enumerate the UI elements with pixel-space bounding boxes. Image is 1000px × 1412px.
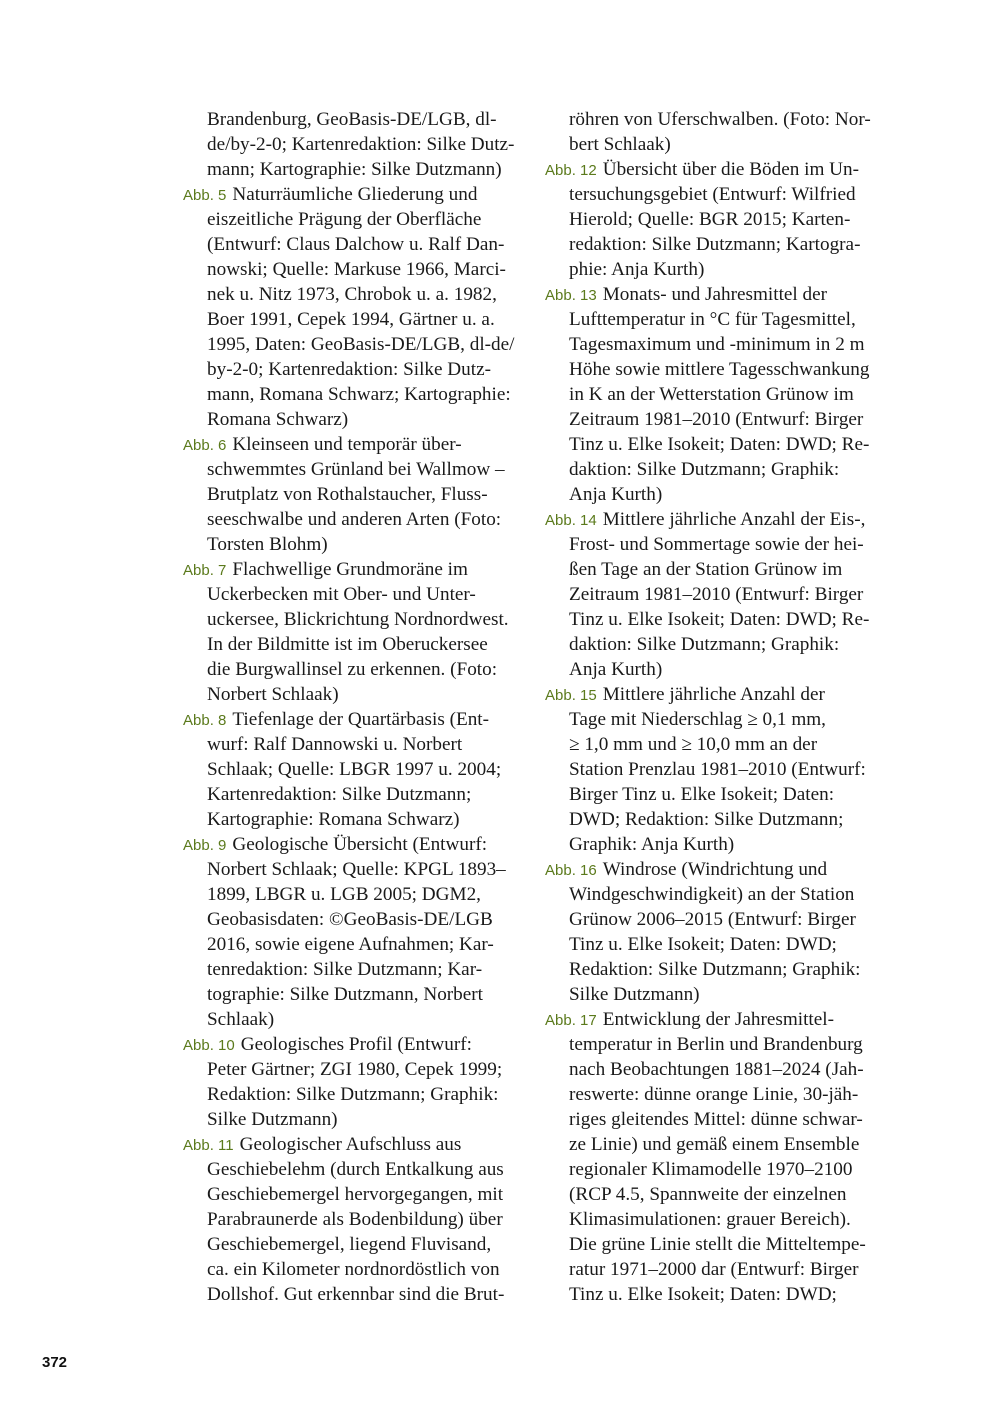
caption-line: Schlaak; Quelle: LBGR 1997 u. 2004; [207,759,502,780]
figure-label: Abb. 8 [183,712,227,729]
caption-text: Naturräumliche Gliederung und [232,184,478,205]
caption-line: Anja Kurth) [569,659,663,680]
caption-line: die Burgwallinsel zu erkennen. (Foto: [207,659,498,680]
caption-line: Tinz u. Elke Isokeit; Daten: DWD; Re- [569,609,870,630]
page-number: 372 [42,1354,68,1371]
caption-line: Peter Gärtner; ZGI 1980, Cepek 1999; [207,1059,503,1080]
caption-line: Station Prenzlau 1981–2010 (Entwurf: [569,759,866,780]
caption-line: in K an der Wetterstation Grünow im [569,384,854,405]
caption-entry-first-line [183,707,523,732]
caption-line: 1995, Daten: GeoBasis-DE/LGB, dl-de/ [207,334,515,355]
caption-line: Romana Schwarz) [207,409,349,430]
caption-line: Geschiebemergel hervorgegangen, mit [207,1184,504,1205]
caption-text: Kleinseen und temporär über- [232,434,462,455]
figure-label: Abb. 17 [545,1012,597,1029]
caption-line: ≥ 1,0 mm und ≥ 10,0 mm an der [569,734,818,755]
caption-text: Mittlere jährliche Anzahl der Eis-, [602,509,866,530]
caption-line: ca. ein Kilometer nordnordöstlich von [207,1259,500,1280]
caption-line: wurf: Ralf Dannowski u. Norbert [207,734,463,755]
caption-line: Kartographie: Romana Schwarz) [207,809,460,830]
figure-label: Abb. 9 [183,837,227,854]
caption-line: eiszeitliche Prägung der Oberfläche [207,209,482,230]
caption-line: Dollshof. Gut erkennbar sind die Brut- [207,1284,505,1305]
caption-text: Geologisches Profil (Entwurf: [240,1034,472,1055]
caption-line: Graphik: Anja Kurth) [569,834,735,855]
caption-line: Uckerbecken mit Ober- und Unter- [207,584,476,605]
caption-line: Parabraunerde als Bodenbildung) über [207,1209,503,1230]
caption-line: Redaktion: Silke Dutzmann; Graphik: [569,959,861,980]
caption-line: Kartenredaktion: Silke Dutzmann; [207,784,472,805]
caption-line: Silke Dutzmann) [569,984,700,1005]
caption-line: Norbert Schlaak; Quelle: KPGL 1893– [207,859,506,880]
caption-line: Redaktion: Silke Dutzmann; Graphik: [207,1084,499,1105]
caption-entry-first-line [183,432,523,457]
caption-entry-first-line [545,1007,885,1032]
figure-label: Abb. 10 [183,1037,235,1054]
caption-line: Birger Tinz u. Elke Isokeit; Daten: [569,784,835,805]
caption-entry-first-line [183,557,523,582]
caption-line: DWD; Redaktion: Silke Dutzmann; [569,809,844,830]
caption-entry-first-line [183,1132,523,1157]
caption-continuation-line: röhren von Uferschwalben. (Foto: Nor- [569,109,871,130]
caption-line: Windgeschwindigkeit) an der Station [569,884,855,905]
caption-continuation-line: mann; Kartographie: Silke Dutzmann) [207,159,502,180]
figure-label: Abb. 7 [183,562,227,579]
caption-entry-first-line [545,157,885,182]
caption-line: temperatur in Berlin und Brandenburg [569,1034,863,1055]
caption-line: Zeitraum 1981–2010 (Entwurf: Birger [569,584,864,605]
caption-text: Geologische Übersicht (Entwurf: [232,834,488,855]
caption-line: In der Bildmitte ist im Oberuckersee [207,634,488,655]
caption-line: tersuchungsgebiet (Entwurf: Wilfried [569,184,856,205]
caption-text: Übersicht über die Böden im Un- [602,159,860,180]
left-column [183,107,523,1307]
figure-label: Abb. 15 [545,687,597,704]
caption-line: Höhe sowie mittlere Tagesschwankung [569,359,870,380]
caption-line: seeschwalbe und anderen Arten (Foto: [207,509,502,530]
caption-line: tographie: Silke Dutzmann, Norbert [207,984,484,1005]
caption-line: regionaler Klimamodelle 1970–2100 [569,1159,853,1180]
caption-line: Boer 1991, Cepek 1994, Gärtner u. a. [207,309,495,330]
caption-continuation-line: de/by-2-0; Kartenredaktion: Silke Dutz- [207,134,515,155]
caption-line: Geschiebemergel, liegend Fluvisand, [207,1234,492,1255]
figure-label: Abb. 11 [183,1137,234,1154]
caption-line: redaktion: Silke Dutzmann; Kartogra- [569,234,861,255]
caption-line: (Entwurf: Claus Dalchow u. Ralf Dan- [207,234,505,255]
figure-label: Abb. 16 [545,862,597,879]
caption-line: Tinz u. Elke Isokeit; Daten: DWD; Re- [569,434,870,455]
caption-line: Klimasimulationen: grauer Bereich). [569,1209,851,1230]
caption-line: Schlaak) [207,1009,275,1030]
caption-line: nach Beobachtungen 1881–2024 (Jah- [569,1059,864,1080]
figure-label: Abb. 14 [545,512,597,529]
caption-text: Entwicklung der Jahresmittel- [602,1009,834,1030]
caption-text: Monats- und Jahresmittel der [602,284,828,305]
caption-line: Anja Kurth) [569,484,663,505]
caption-line: 2016, sowie eigene Aufnahmen; Kar- [207,934,494,955]
caption-line: 1899, LBGR u. LGB 2005; DGM2, [207,884,481,905]
caption-entry-first-line [183,182,523,207]
caption-entry-first-line [183,832,523,857]
caption-entry-first-line [545,282,885,307]
caption-line: Tinz u. Elke Isokeit; Daten: DWD; [569,934,837,955]
caption-line: Tagesmaximum und -minimum in 2 m [569,334,865,355]
caption-entry-first-line [183,1032,523,1057]
caption-line: Torsten Blohm) [207,534,328,555]
caption-continuation-line: bert Schlaak) [569,134,671,155]
caption-line: riges gleitendes Mittel: dünne schwar- [569,1109,863,1130]
caption-line: uckersee, Blickrichtung Nordnordwest. [207,609,509,630]
caption-line: daktion: Silke Dutzmann; Graphik: [569,634,840,655]
caption-line: Silke Dutzmann) [207,1109,338,1130]
caption-line: by-2-0; Kartenredaktion: Silke Dutz- [207,359,491,380]
caption-text: Tiefenlage der Quartärbasis (Ent- [232,709,490,730]
figure-label: Abb. 6 [183,437,227,454]
right-column [545,107,885,1307]
caption-line: nek u. Nitz 1973, Chrobok u. a. 1982, [207,284,497,305]
caption-line: Zeitraum 1981–2010 (Entwurf: Birger [569,409,864,430]
caption-line: phie: Anja Kurth) [569,259,705,280]
caption-line: schwemmtes Grünland bei Wallmow – [207,459,505,480]
figure-label: Abb. 13 [545,287,597,304]
caption-line: nowski; Quelle: Markuse 1966, Marci- [207,259,506,280]
caption-line: Norbert Schlaak) [207,684,339,705]
caption-text: Geologischer Aufschluss aus [239,1134,462,1155]
caption-text: Windrose (Windrichtung und [602,859,828,880]
caption-continuation-line: Brandenburg, GeoBasis-DE/LGB, dl- [207,109,497,130]
caption-line: Hierold; Quelle: BGR 2015; Karten- [569,209,851,230]
caption-line: Tage mit Niederschlag ≥ 0,1 mm, [569,709,826,730]
caption-line: Lufttemperatur in °C für Tagesmittel, [569,309,856,330]
caption-line: tenredaktion: Silke Dutzmann; Kar- [207,959,483,980]
caption-entry-first-line [545,682,885,707]
caption-line: daktion: Silke Dutzmann; Graphik: [569,459,840,480]
figure-label: Abb. 5 [183,187,227,204]
caption-line: Die grüne Linie stellt die Mitteltempe- [569,1234,866,1255]
caption-line: Geobasisdaten: ©GeoBasis-DE/LGB [207,909,493,930]
caption-line: Frost- und Sommertage sowie der hei- [569,534,864,555]
caption-line: Tinz u. Elke Isokeit; Daten: DWD; [569,1284,837,1305]
caption-line: ratur 1971–2000 dar (Entwurf: Birger [569,1259,859,1280]
caption-line: reswerte: dünne orange Linie, 30-jäh- [569,1084,859,1105]
caption-entry-first-line [545,857,885,882]
caption-line: mann, Romana Schwarz; Kartographie: [207,384,511,405]
caption-line: (RCP 4.5, Spannweite der einzelnen [569,1184,847,1205]
caption-line: Grünow 2006–2015 (Entwurf: Birger [569,909,856,930]
caption-entry-first-line [545,507,885,532]
caption-line: Brutplatz von Rothalstaucher, Fluss- [207,484,488,505]
caption-line: Geschiebelehm (durch Entkalkung aus [207,1159,504,1180]
caption-text: Flachwellige Grundmoräne im [232,559,468,580]
figure-label: Abb. 12 [545,162,597,179]
caption-line: ze Linie) und gemäß einem Ensemble [569,1134,860,1155]
caption-text: Mittlere jährliche Anzahl der [602,684,825,705]
caption-line: ßen Tage an der Station Grünow im [569,559,843,580]
